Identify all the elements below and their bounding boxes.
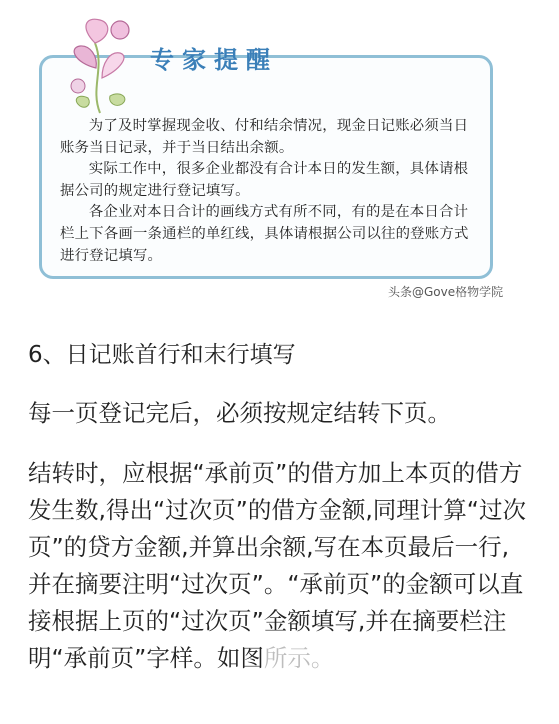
tip-body	[60, 116, 480, 267]
watermark: 头条@Gove格物学院	[388, 285, 504, 299]
tip-paragraph: 实际工作中，很多企业都没有合计本日的发生额，具体请根据公司的规定进行登记填写。	[60, 161, 469, 199]
body-paragraph: 每一页登记完后，必须按规定结转下页。	[28, 399, 451, 427]
paragraph-text: 结转时，应根据“承前页”的借方加上本页的借方发生数,得出“过次页”的借方金额,同理计算“过次页”的贷方金额,并算出余额,写在本页最后一行,并在摘要注明“过次页”。“承前页”的金额可以直接根据上页的“过次页”金额填写,并在摘要栏注明“承前页”字样。如图	[28, 459, 526, 672]
tip-title: 专家提醒	[150, 45, 278, 74]
tip-paragraph: 为了及时掌握现金收、付和结余情况，现金日记账必须当日账务当日记录，并于当日结出余额。	[60, 118, 469, 156]
paragraph-text-faded: 所示。	[263, 644, 335, 672]
tip-paragraph: 各企业对本日合计的画线方式有所不同，有的是在本日合计栏上下各画一条通栏的单红线，具体请根据公司以往的登账方式进行登记填写。	[60, 204, 469, 264]
section-heading: 6、日记账首行和末行填写	[28, 342, 296, 368]
floral-decoration-icon	[50, 8, 150, 118]
body-paragraph	[28, 455, 528, 677]
